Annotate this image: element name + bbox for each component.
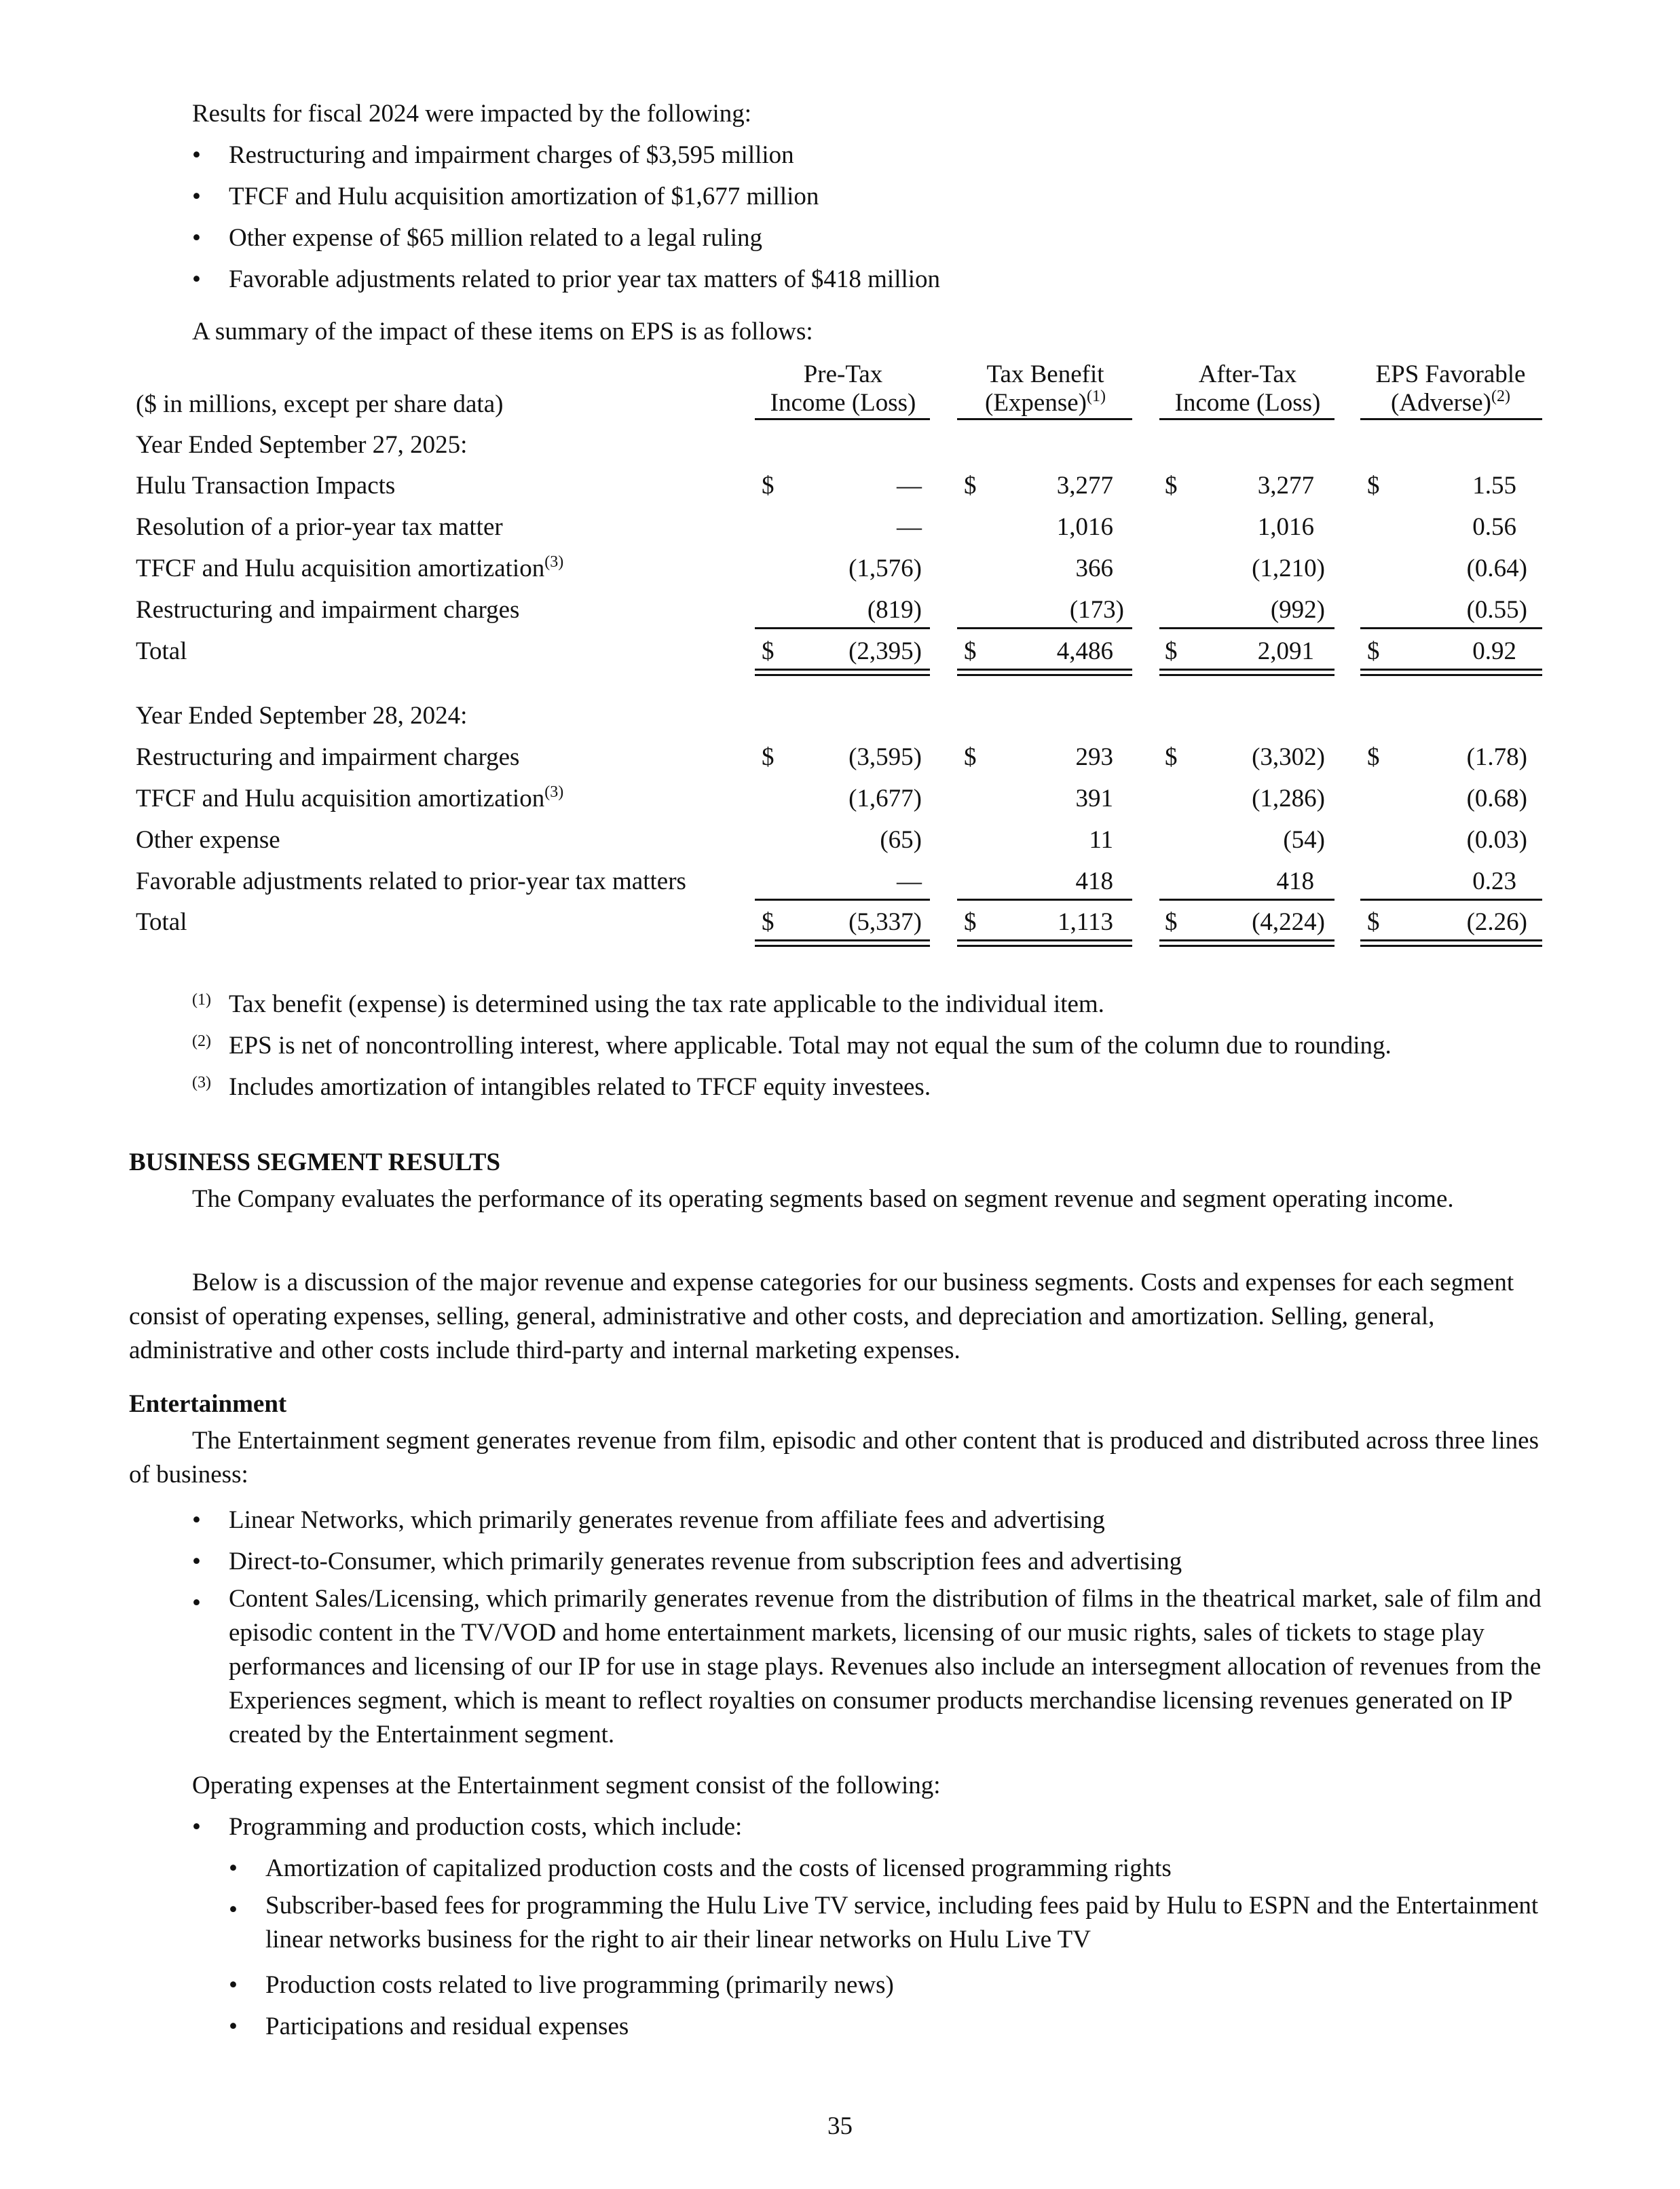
footnote-mark: (2): [192, 1032, 211, 1050]
total-aftertax: (4,224): [1252, 908, 1325, 936]
list-item: Programming and production costs, which include:: [229, 1813, 743, 1841]
column-header-line2: (Adverse)$^{(2)}$: [1391, 388, 1510, 417]
dollar-sign: $: [1165, 637, 1178, 665]
bullet-glyph: •: [192, 224, 201, 252]
column-header-pretax: [755, 360, 931, 417]
intro-bullet: Restructuring and impairment charges of $3,595 million: [229, 141, 794, 169]
dollar-sign: $: [964, 637, 977, 665]
header-rule: [1360, 418, 1542, 420]
cell-pretax: —: [897, 867, 922, 895]
subsection-heading: Entertainment: [129, 1390, 287, 1418]
paragraph: The Entertainment segment generates revenue from film, episodic and other content that is produced and distributed across three lines of business:: [129, 1427, 1539, 1489]
cell-aftertax: (1,210): [1252, 555, 1325, 582]
dollar-sign: $: [1165, 908, 1178, 936]
dollar-sign: $: [762, 637, 774, 665]
subtotal-rule: [1159, 627, 1334, 629]
cell-pretax: —: [897, 513, 922, 541]
cell-eps: 1.55: [1472, 472, 1516, 500]
total-double-rule: [755, 669, 930, 676]
cell-tax: 3,277: [1056, 472, 1113, 500]
dollar-sign: $: [762, 472, 774, 500]
header-rule: [1159, 418, 1334, 420]
dollar-sign: $: [762, 743, 774, 771]
sub-list-item: Subscriber-based fees for programming the Hulu Live TV service, including fees paid by Hulu to ESPN and the Entertainment linear networks business for the right to air their linear networks on Hulu Live TV: [265, 1892, 1539, 1953]
total-double-rule: [1159, 669, 1334, 676]
footnote-mark: (3): [192, 1074, 211, 1091]
dollar-sign: $: [762, 908, 774, 936]
intro-summary: A summary of the impact of these items on EPS is as follows:: [192, 318, 813, 345]
cell-eps: (0.64): [1466, 555, 1527, 582]
column-header-line1: EPS Favorable: [1375, 360, 1526, 388]
cell-eps: 0.56: [1472, 513, 1516, 541]
total-pretax: (5,337): [848, 908, 922, 936]
cell-aftertax: (992): [1270, 596, 1325, 624]
cell-aftertax: 3,277: [1257, 472, 1314, 500]
paragraph: The Company evaluates the performance of its operating segments based on segment revenue and segment operating income.: [192, 1185, 1454, 1213]
column-header-line2: (Expense)$^{(1)}$: [985, 388, 1106, 417]
cell-tax: 366: [1075, 555, 1113, 582]
row-label: Favorable adjustments related to prior-year tax matters: [136, 867, 686, 895]
row-label: Restructuring and impairment charges: [136, 596, 520, 624]
section-title-2024: Year Ended September 28, 2024:: [136, 702, 468, 730]
cell-tax: 418: [1075, 867, 1113, 895]
bullet-glyph: •: [229, 1854, 238, 1882]
total-tax: 4,486: [1056, 637, 1113, 665]
total-eps: 0.92: [1472, 637, 1516, 665]
cell-tax: 1,016: [1056, 513, 1113, 541]
header-rule: [755, 418, 930, 420]
footnote-text: Includes amortization of intangibles related to TFCF equity investees.: [229, 1073, 931, 1101]
total-aftertax: 2,091: [1257, 637, 1314, 665]
dollar-sign: $: [964, 743, 977, 771]
page-number: 35: [827, 2112, 853, 2140]
cell-tax: 391: [1075, 785, 1113, 812]
total-double-rule: [1159, 939, 1334, 947]
cell-pretax: (1,677): [848, 785, 922, 812]
cell-aftertax: (54): [1283, 826, 1325, 854]
intro-bullet: TFCF and Hulu acquisition amortization of $1,677 million: [229, 183, 819, 210]
footnote-ref: (3): [544, 553, 564, 571]
cell-aftertax: (3,302): [1252, 743, 1325, 771]
cell-pretax: (819): [867, 596, 922, 624]
row-label: Resolution of a prior-year tax matter: [136, 513, 503, 541]
cell-tax: (173): [1069, 596, 1124, 624]
column-header-tax: [957, 360, 1134, 417]
cell-pretax: (1,576): [848, 555, 922, 582]
list-item: Direct-to-Consumer, which primarily generates revenue from subscription fees and advertising: [229, 1548, 1182, 1575]
dollar-sign: $: [1165, 743, 1178, 771]
cell-pretax: (65): [880, 826, 922, 854]
total-double-rule: [957, 669, 1132, 676]
section-title-2025: Year Ended September 27, 2025:: [136, 431, 468, 459]
bullet-glyph: •: [192, 1548, 201, 1575]
dollar-sign: $: [1367, 637, 1380, 665]
footnote-text: Tax benefit (expense) is determined using the tax rate applicable to the individual item.: [229, 990, 1104, 1018]
footnote-mark: (1): [192, 991, 211, 1009]
footnote-ref: (3): [544, 783, 564, 801]
cell-eps: 0.23: [1472, 867, 1516, 895]
bullet-glyph: •: [192, 1813, 201, 1841]
total-double-rule: [755, 939, 930, 947]
sub-list-item: Amortization of capitalized production costs and the costs of licensed programming rights: [265, 1854, 1172, 1882]
total-tax: 1,113: [1058, 908, 1113, 936]
list-item: Linear Networks, which primarily generates revenue from affiliate fees and advertising: [229, 1506, 1105, 1534]
header-rule: [957, 418, 1132, 420]
cell-eps: (0.68): [1466, 785, 1527, 812]
row-label: TFCF and Hulu acquisition amortization$^{(3)}$: [136, 783, 564, 812]
dollar-sign: $: [1165, 472, 1178, 500]
cell-eps: (0.03): [1466, 826, 1527, 854]
bullet-glyph: •: [229, 1896, 238, 1924]
intro-bullet: Favorable adjustments related to prior year tax matters of $418 million: [229, 265, 941, 293]
column-header-line2: Income (Loss): [770, 389, 916, 417]
column-header-eps: [1359, 360, 1542, 417]
bullet-glyph: •: [192, 183, 201, 210]
bullet-glyph: •: [192, 1506, 201, 1534]
cell-eps: (0.55): [1466, 596, 1527, 624]
bullet-glyph: •: [229, 1971, 238, 1999]
dollar-sign: $: [964, 908, 977, 936]
cell-eps: (1.78): [1466, 743, 1527, 771]
total-label: Total: [136, 637, 187, 665]
total-label: Total: [136, 908, 187, 936]
dollar-sign: $: [964, 472, 977, 500]
subtotal-rule: [755, 627, 930, 629]
subtotal-rule: [957, 627, 1132, 629]
column-header-line2: Income (Loss): [1174, 389, 1321, 417]
row-label: TFCF and Hulu acquisition amortization$^{(3)}$: [136, 553, 564, 582]
bullet-glyph: •: [192, 265, 201, 293]
column-header-line1: Pre-Tax: [803, 360, 883, 388]
paragraph: Below is a discussion of the major revenue and expense categories for our business segments. Costs and expenses for each segment consist of operating expenses, selling, general, administrative and other costs, and depreciation and amortization. Selling, general, administrative and other costs include third-party and internal marketing expenses.: [129, 1269, 1514, 1364]
cell-aftertax: 1,016: [1257, 513, 1314, 541]
row-label: Hulu Transaction Impacts: [136, 472, 396, 500]
bullet-glyph: •: [229, 2013, 238, 2040]
total-double-rule: [1360, 669, 1542, 676]
cell-aftertax: (1,286): [1252, 785, 1325, 812]
dollar-sign: $: [1367, 472, 1380, 500]
subtotal-rule: [1159, 899, 1334, 901]
subtotal-rule: [1360, 627, 1542, 629]
row-label: Restructuring and impairment charges: [136, 743, 520, 771]
bullet-glyph: •: [192, 141, 201, 169]
section-heading: BUSINESS SEGMENT RESULTS: [129, 1148, 501, 1176]
footnote-ref: (2): [1491, 388, 1510, 405]
intro-lead: Results for fiscal 2024 were impacted by the following:: [192, 100, 752, 128]
cell-pretax: —: [897, 472, 922, 500]
total-eps: (2.26): [1466, 908, 1527, 936]
paragraph: Operating expenses at the Entertainment segment consist of the following:: [192, 1772, 941, 1799]
subtotal-rule: [957, 899, 1132, 901]
column-header-line1: After-Tax: [1198, 360, 1297, 388]
footnote-text: EPS is net of noncontrolling interest, where applicable. Total may not equal the sum of the column due to rounding.: [229, 1032, 1392, 1060]
list-item: Content Sales/Licensing, which primarily generates revenue from the distribution of films in the theatrical market, sale of film and episodic content in the TV/VOD and home entertainment markets, licensing of our music rights, sales of tickets to stage play performances and licensing of our IP for use in stage plays. Revenues also include an intersegment allocation of revenues from the Experiences segment, which is meant to reflect royalties on consumer products merchandise licensing revenues generated on IP created by the Entertainment segment.: [229, 1585, 1542, 1748]
cell-pretax: (3,595): [848, 743, 922, 771]
total-double-rule: [957, 939, 1132, 947]
footnote-ref: (1): [1087, 388, 1106, 405]
table-units-label: ($ in millions, except per share data): [136, 390, 504, 418]
subtotal-rule: [1360, 899, 1542, 901]
cell-tax: 293: [1075, 743, 1113, 771]
dollar-sign: $: [1367, 743, 1380, 771]
column-header-line1: Tax Benefit: [986, 360, 1104, 388]
total-double-rule: [1360, 939, 1542, 947]
intro-bullet: Other expense of $65 million related to a legal ruling: [229, 224, 763, 252]
row-label: Other expense: [136, 826, 280, 854]
column-header-aftertax: [1159, 360, 1336, 417]
cell-aftertax: 418: [1276, 867, 1314, 895]
sub-list-item: Production costs related to live programming (primarily news): [265, 1971, 894, 1999]
total-pretax: (2,395): [848, 637, 922, 665]
dollar-sign: $: [1367, 908, 1380, 936]
subtotal-rule: [755, 899, 930, 901]
bullet-glyph: •: [192, 1589, 201, 1617]
cell-tax: 11: [1089, 826, 1113, 854]
sub-list-item: Participations and residual expenses: [265, 2013, 629, 2040]
